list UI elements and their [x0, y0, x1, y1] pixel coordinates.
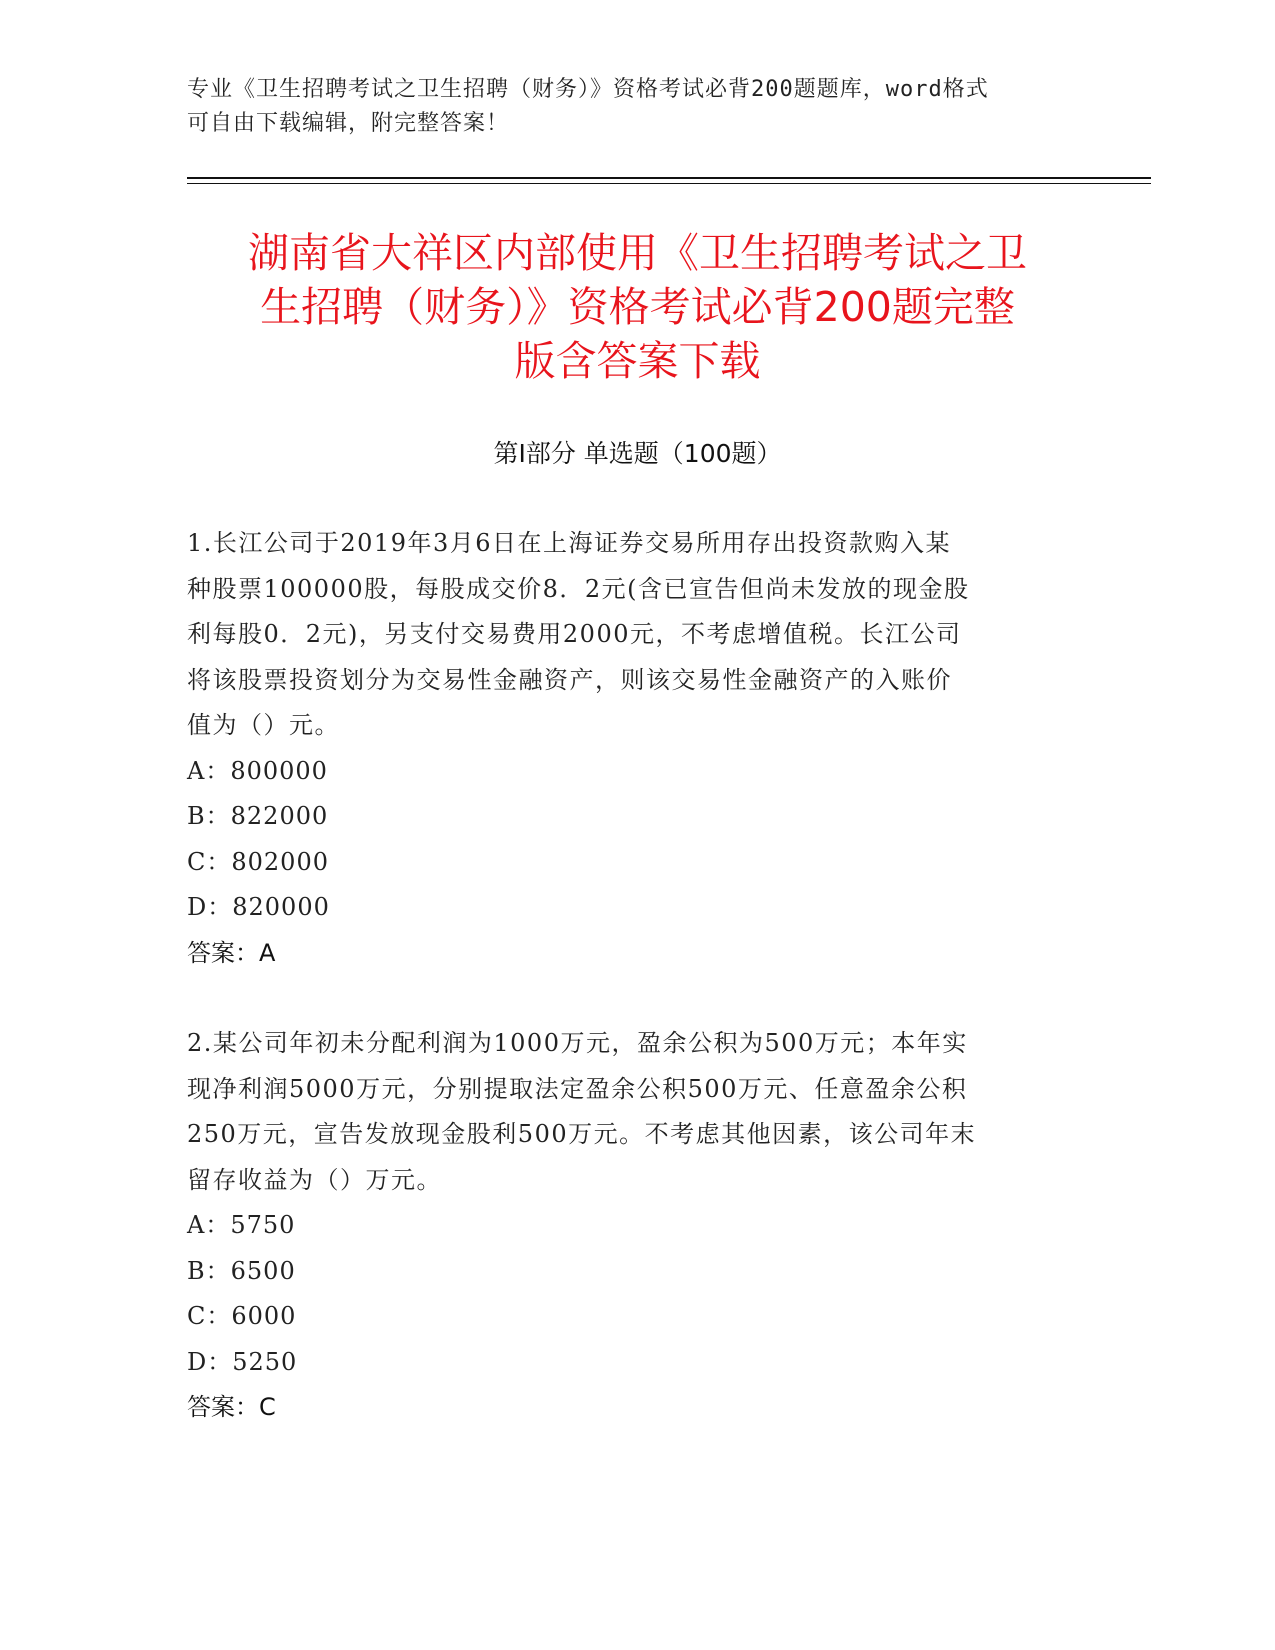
question-stem [187, 521, 1087, 749]
document-title [190, 226, 1085, 388]
option-b: B：822000 [187, 802, 329, 830]
header-note-line: 可自由下载编辑，附完整答案！ [187, 111, 510, 136]
stem-line: 种股票100000股，每股成交价8．2元(含已宣告但尚未发放的现金股 [187, 574, 970, 603]
stem-line: 现净利润5000万元，分别提取法定盈余公积500万元、任意盈余公积 [187, 1074, 968, 1103]
option-d: D：820000 [187, 893, 330, 921]
stem-line: 利每股0．2元)，另支付交易费用2000元，不考虑增值税。长江公司 [187, 620, 962, 648]
answer: 答案：A [187, 938, 276, 967]
question-stem [187, 1021, 1087, 1203]
option-c: C：802000 [187, 847, 329, 876]
header-note-line: 专业《卫生招聘考试之卫生招聘（财务）》资格考试必背200题题库，word格式 [187, 77, 989, 102]
header-divider-thin [187, 183, 1151, 184]
stem-line: 250万元，宣告发放现金股利500万元。不考虑其他因素，该公司年末 [187, 1120, 977, 1148]
option-a: A：5750 [187, 1211, 296, 1239]
stem-line: 将该股票投资划分为交易性金融资产，则该交易性金融资产的入账价 [187, 665, 952, 694]
option-d: D：5250 [187, 1347, 298, 1376]
title-line: 生招聘（财务）》资格考试必背200题完整 [260, 283, 1015, 331]
stem-line: 2.某公司年初未分配利润为1000万元，盈余公积为500万元；本年实 [187, 1029, 968, 1057]
option-b: B：6500 [187, 1256, 296, 1285]
question-block [187, 521, 1087, 976]
section-heading: 第Ⅰ部分 单选题（100题） [493, 439, 782, 468]
stem-line: 留存收益为（）万元。 [187, 1165, 442, 1194]
header-divider [187, 177, 1151, 179]
question-block [187, 1021, 1087, 1431]
header-note [187, 73, 1067, 141]
option-a: A：800000 [187, 756, 328, 785]
option-c: C：6000 [187, 1302, 297, 1330]
answer: 答案：C [187, 1393, 276, 1421]
title-line: 版含答案下载 [514, 337, 761, 385]
title-line: 湖南省大祥区内部使用《卫生招聘考试之卫 [248, 229, 1027, 277]
stem-line: 值为（）元。 [187, 711, 340, 739]
stem-line: 1.长江公司于2019年3月6日在上海证券交易所用存出投资款购入某 [187, 529, 952, 557]
